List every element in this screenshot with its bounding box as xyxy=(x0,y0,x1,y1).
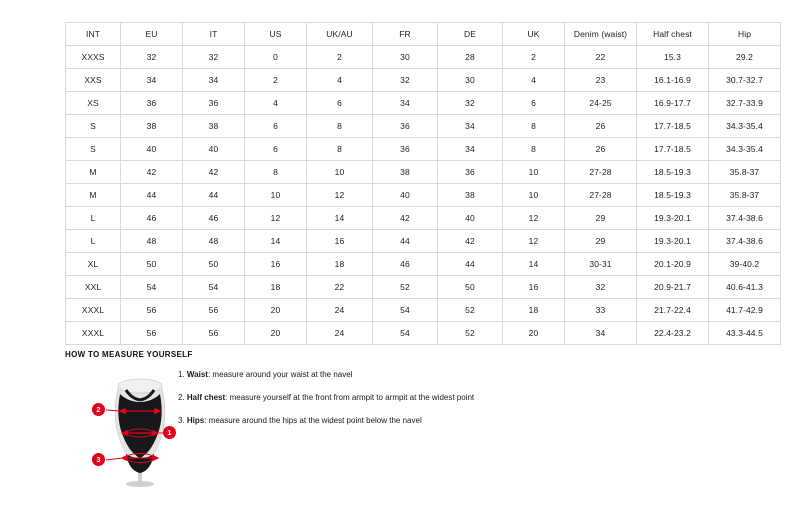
cell-eu: 46 xyxy=(121,207,183,230)
table-row xyxy=(66,92,781,115)
cell-eu: 56 xyxy=(121,299,183,322)
instruction-number-3: 3. xyxy=(178,416,185,425)
cell-it: 44 xyxy=(183,184,245,207)
cell-int: S xyxy=(66,115,121,138)
cell-us: 14 xyxy=(245,230,307,253)
cell-denim-waist: 27-28 xyxy=(565,161,637,184)
cell-eu: 38 xyxy=(121,115,183,138)
cell-de: 32 xyxy=(438,92,503,115)
column-header-de: DE xyxy=(438,23,503,46)
instruction-text-waist: : measure around your waist at the navel xyxy=(207,370,353,379)
cell-denim-waist: 34 xyxy=(565,322,637,345)
cell-us: 12 xyxy=(245,207,307,230)
cell-hip: 34.3-35.4 xyxy=(709,115,781,138)
instruction-term-half-chest: Half chest xyxy=(186,393,226,402)
cell-uk: 18 xyxy=(503,299,565,322)
cell-uk-au: 4 xyxy=(307,69,373,92)
cell-it: 34 xyxy=(183,69,245,92)
cell-fr: 46 xyxy=(373,253,438,276)
cell-half-chest: 18.5-19.3 xyxy=(637,161,709,184)
cell-hip: 35.8-37 xyxy=(709,161,781,184)
cell-us: 16 xyxy=(245,253,307,276)
table-row xyxy=(66,69,781,92)
cell-denim-waist: 27-28 xyxy=(565,184,637,207)
cell-uk: 10 xyxy=(503,184,565,207)
cell-uk: 8 xyxy=(503,138,565,161)
cell-fr: 32 xyxy=(373,69,438,92)
cell-de: 34 xyxy=(438,115,503,138)
cell-uk-au: 24 xyxy=(307,299,373,322)
cell-eu: 32 xyxy=(121,46,183,69)
cell-it: 46 xyxy=(183,207,245,230)
column-header-fr: FR xyxy=(373,23,438,46)
cell-denim-waist: 32 xyxy=(565,276,637,299)
instruction-number-2: 2. xyxy=(178,393,185,402)
column-header-denim-waist: Denim (waist) xyxy=(565,23,637,46)
cell-us: 8 xyxy=(245,161,307,184)
cell-fr: 42 xyxy=(373,207,438,230)
cell-half-chest: 19.3-20.1 xyxy=(637,230,709,253)
cell-uk-au: 24 xyxy=(307,322,373,345)
cell-uk: 12 xyxy=(503,230,565,253)
marker-badge-1: 1 xyxy=(163,426,176,439)
cell-it: 48 xyxy=(183,230,245,253)
table-row xyxy=(66,138,781,161)
cell-int: M xyxy=(66,184,121,207)
cell-uk: 16 xyxy=(503,276,565,299)
table-row xyxy=(66,184,781,207)
cell-int: XXXL xyxy=(66,322,121,345)
column-header-uk-au: UK/AU xyxy=(307,23,373,46)
cell-it: 32 xyxy=(183,46,245,69)
how-to-measure-title: HOW TO MEASURE YOURSELF xyxy=(65,350,193,359)
table-row xyxy=(66,115,781,138)
cell-fr: 54 xyxy=(373,322,438,345)
cell-eu: 48 xyxy=(121,230,183,253)
cell-de: 44 xyxy=(438,253,503,276)
cell-uk: 2 xyxy=(503,46,565,69)
cell-eu: 54 xyxy=(121,276,183,299)
cell-hip: 32.7-33.9 xyxy=(709,92,781,115)
cell-half-chest: 17.7-18.5 xyxy=(637,115,709,138)
column-header-hip: Hip xyxy=(709,23,781,46)
table-row xyxy=(66,46,781,69)
cell-hip: 35.8-37 xyxy=(709,184,781,207)
column-header-half-chest: Half chest xyxy=(637,23,709,46)
cell-fr: 44 xyxy=(373,230,438,253)
cell-denim-waist: 30-31 xyxy=(565,253,637,276)
cell-eu: 44 xyxy=(121,184,183,207)
cell-hip: 39-40.2 xyxy=(709,253,781,276)
column-header-int: INT xyxy=(66,23,121,46)
instruction-number-1: 1. xyxy=(178,370,185,379)
cell-denim-waist: 26 xyxy=(565,138,637,161)
cell-uk-au: 2 xyxy=(307,46,373,69)
cell-uk-au: 8 xyxy=(307,138,373,161)
cell-uk: 14 xyxy=(503,253,565,276)
cell-uk-au: 6 xyxy=(307,92,373,115)
cell-us: 20 xyxy=(245,322,307,345)
instruction-item-waist xyxy=(178,369,608,380)
cell-it: 54 xyxy=(183,276,245,299)
cell-fr: 34 xyxy=(373,92,438,115)
cell-it: 42 xyxy=(183,161,245,184)
cell-de: 40 xyxy=(438,207,503,230)
instruction-term-hips: Hips xyxy=(186,416,205,425)
cell-uk-au: 16 xyxy=(307,230,373,253)
cell-int: XXS xyxy=(66,69,121,92)
cell-fr: 38 xyxy=(373,161,438,184)
table-row xyxy=(66,276,781,299)
cell-eu: 36 xyxy=(121,92,183,115)
table-row xyxy=(66,207,781,230)
cell-fr: 36 xyxy=(373,115,438,138)
cell-half-chest: 20.9-21.7 xyxy=(637,276,709,299)
cell-de: 36 xyxy=(438,161,503,184)
cell-int: L xyxy=(66,207,121,230)
cell-int: XXXS xyxy=(66,46,121,69)
cell-uk: 12 xyxy=(503,207,565,230)
cell-it: 56 xyxy=(183,299,245,322)
cell-hip: 30.7-32.7 xyxy=(709,69,781,92)
instruction-text-hips: : measure around the hips at the widest point below the navel xyxy=(204,416,422,425)
cell-half-chest: 18.5-19.3 xyxy=(637,184,709,207)
cell-int: XXXL xyxy=(66,299,121,322)
cell-us: 2 xyxy=(245,69,307,92)
cell-de: 50 xyxy=(438,276,503,299)
table-row xyxy=(66,253,781,276)
cell-us: 18 xyxy=(245,276,307,299)
cell-uk-au: 10 xyxy=(307,161,373,184)
cell-hip: 29.2 xyxy=(709,46,781,69)
column-header-eu: EU xyxy=(121,23,183,46)
cell-uk-au: 18 xyxy=(307,253,373,276)
table-row xyxy=(66,161,781,184)
instruction-text-half-chest: : measure yourself at the front from armpit to armpit at the widest point xyxy=(225,393,475,402)
cell-eu: 42 xyxy=(121,161,183,184)
cell-uk: 10 xyxy=(503,161,565,184)
cell-int: XXL xyxy=(66,276,121,299)
cell-denim-waist: 23 xyxy=(565,69,637,92)
cell-it: 38 xyxy=(183,115,245,138)
cell-de: 30 xyxy=(438,69,503,92)
cell-int: XL xyxy=(66,253,121,276)
cell-denim-waist: 29 xyxy=(565,207,637,230)
cell-uk: 4 xyxy=(503,69,565,92)
cell-denim-waist: 29 xyxy=(565,230,637,253)
cell-de: 38 xyxy=(438,184,503,207)
size-conversion-table xyxy=(65,22,781,345)
cell-half-chest: 20.1-20.9 xyxy=(637,253,709,276)
cell-de: 52 xyxy=(438,299,503,322)
cell-half-chest: 16.9-17.7 xyxy=(637,92,709,115)
cell-eu: 56 xyxy=(121,322,183,345)
column-header-it: IT xyxy=(183,23,245,46)
cell-us: 20 xyxy=(245,299,307,322)
cell-int: S xyxy=(66,138,121,161)
cell-uk-au: 12 xyxy=(307,184,373,207)
table-row xyxy=(66,299,781,322)
measure-instructions xyxy=(178,369,608,438)
table-header-row xyxy=(66,23,781,46)
cell-it: 56 xyxy=(183,322,245,345)
cell-de: 28 xyxy=(438,46,503,69)
cell-fr: 36 xyxy=(373,138,438,161)
cell-fr: 54 xyxy=(373,299,438,322)
cell-uk: 20 xyxy=(503,322,565,345)
cell-half-chest: 21.7-22.4 xyxy=(637,299,709,322)
table-row xyxy=(66,230,781,253)
cell-denim-waist: 22 xyxy=(565,46,637,69)
cell-int: M xyxy=(66,161,121,184)
column-header-us: US xyxy=(245,23,307,46)
instruction-term-waist: Waist xyxy=(186,370,208,379)
cell-eu: 34 xyxy=(121,69,183,92)
cell-int: XS xyxy=(66,92,121,115)
cell-it: 36 xyxy=(183,92,245,115)
cell-denim-waist: 26 xyxy=(565,115,637,138)
cell-half-chest: 19.3-20.1 xyxy=(637,207,709,230)
size-table-container xyxy=(65,22,763,345)
cell-hip: 37.4-38.6 xyxy=(709,230,781,253)
cell-uk-au: 8 xyxy=(307,115,373,138)
cell-uk: 6 xyxy=(503,92,565,115)
marker-badge-2: 2 xyxy=(92,403,105,416)
cell-hip: 40.6-41.3 xyxy=(709,276,781,299)
cell-denim-waist: 33 xyxy=(565,299,637,322)
cell-uk-au: 14 xyxy=(307,207,373,230)
cell-it: 50 xyxy=(183,253,245,276)
cell-hip: 37.4-38.6 xyxy=(709,207,781,230)
cell-half-chest: 15.3 xyxy=(637,46,709,69)
cell-us: 4 xyxy=(245,92,307,115)
cell-us: 6 xyxy=(245,115,307,138)
cell-eu: 50 xyxy=(121,253,183,276)
instruction-item-half-chest xyxy=(178,392,608,403)
table-row xyxy=(66,322,781,345)
cell-uk: 8 xyxy=(503,115,565,138)
cell-eu: 40 xyxy=(121,138,183,161)
cell-us: 10 xyxy=(245,184,307,207)
cell-de: 34 xyxy=(438,138,503,161)
cell-half-chest: 17.7-18.5 xyxy=(637,138,709,161)
cell-hip: 43.3-44.5 xyxy=(709,322,781,345)
cell-fr: 30 xyxy=(373,46,438,69)
instruction-item-hips xyxy=(178,415,608,426)
cell-denim-waist: 24-25 xyxy=(565,92,637,115)
cell-half-chest: 16.1-16.9 xyxy=(637,69,709,92)
cell-it: 40 xyxy=(183,138,245,161)
cell-us: 6 xyxy=(245,138,307,161)
table-body xyxy=(66,46,781,345)
cell-de: 42 xyxy=(438,230,503,253)
cell-de: 52 xyxy=(438,322,503,345)
cell-us: 0 xyxy=(245,46,307,69)
cell-fr: 40 xyxy=(373,184,438,207)
cell-uk-au: 22 xyxy=(307,276,373,299)
cell-hip: 41.7-42.9 xyxy=(709,299,781,322)
cell-half-chest: 22.4-23.2 xyxy=(637,322,709,345)
marker-badge-3: 3 xyxy=(92,453,105,466)
cell-fr: 52 xyxy=(373,276,438,299)
cell-hip: 34.3-35.4 xyxy=(709,138,781,161)
column-header-uk: UK xyxy=(503,23,565,46)
cell-int: L xyxy=(66,230,121,253)
